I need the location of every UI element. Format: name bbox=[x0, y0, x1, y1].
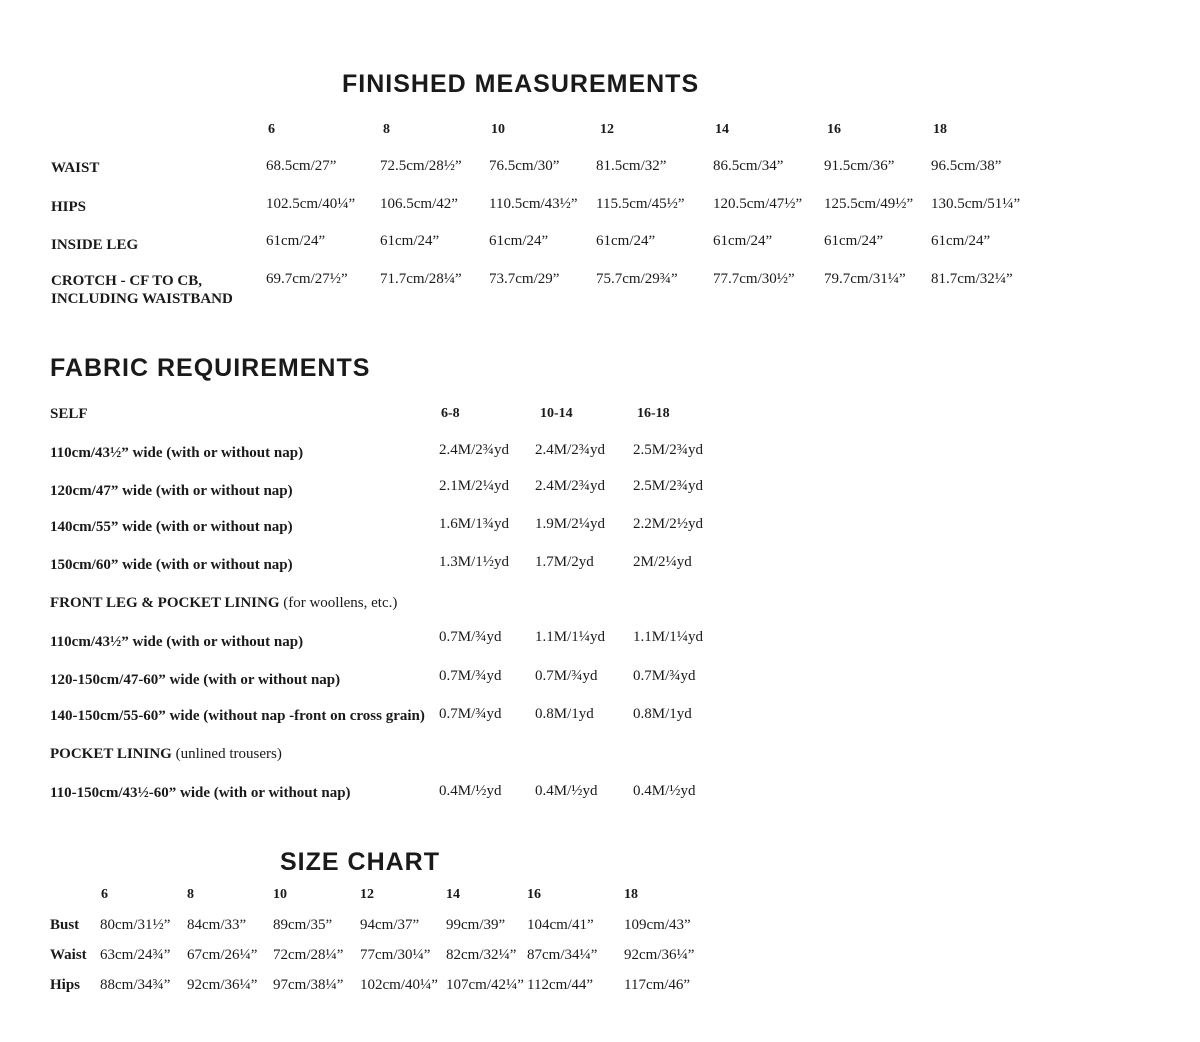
fabric-width-label: 110cm/43½” wide (with or without nap) bbox=[50, 634, 304, 650]
table-cell: 92cm/36¼” bbox=[187, 977, 258, 993]
table-cell: 2.4M/2¾yd bbox=[535, 478, 606, 494]
section-label-text: FRONT LEG & POCKET LINING bbox=[50, 595, 280, 611]
table-cell: 61cm/24” bbox=[713, 233, 773, 249]
section-label-self: SELF bbox=[50, 406, 88, 422]
table-cell: 75.7cm/29¾” bbox=[596, 271, 678, 287]
table-cell: 92cm/36¼” bbox=[624, 947, 695, 963]
table-cell: 63cm/24¾” bbox=[100, 947, 171, 963]
table-cell: 120.5cm/47½” bbox=[713, 196, 803, 212]
size-header: 12 bbox=[600, 122, 614, 137]
fabric-width-label: 140-150cm/55-60” wide (without nap -front on cross grain) bbox=[50, 708, 425, 724]
table-cell: 89cm/35” bbox=[273, 917, 333, 933]
table-cell: 73.7cm/29” bbox=[489, 271, 560, 287]
table-cell: 1.1M/1¼yd bbox=[535, 629, 606, 645]
row-label-waist: Waist bbox=[50, 947, 87, 963]
table-cell: 0.4M/½yd bbox=[633, 783, 696, 799]
size-header: 6 bbox=[101, 887, 108, 902]
table-cell: 68.5cm/27” bbox=[266, 158, 337, 174]
table-cell: 84cm/33” bbox=[187, 917, 247, 933]
table-cell: 77.7cm/30½” bbox=[713, 271, 795, 287]
size-header: 12 bbox=[360, 887, 374, 902]
table-cell: 76.5cm/30” bbox=[489, 158, 560, 174]
table-cell: 109cm/43” bbox=[624, 917, 691, 933]
fabric-width-label: 110-150cm/43½-60” wide (with or without nap) bbox=[50, 785, 351, 801]
table-cell: 61cm/24” bbox=[489, 233, 549, 249]
table-cell: 96.5cm/38” bbox=[931, 158, 1002, 174]
section-note: (for woollens, etc.) bbox=[283, 595, 398, 611]
table-cell: 0.8M/1yd bbox=[633, 706, 692, 722]
table-cell: 102cm/40¼” bbox=[360, 977, 438, 993]
row-label-crotch: CROTCH - CF TO CB, bbox=[51, 273, 202, 289]
table-cell: 81.7cm/32¼” bbox=[931, 271, 1013, 287]
table-cell: 99cm/39” bbox=[446, 917, 506, 933]
table-cell: 61cm/24” bbox=[380, 233, 440, 249]
table-cell: 86.5cm/34” bbox=[713, 158, 784, 174]
size-header: 6 bbox=[268, 122, 275, 137]
table-cell: 125.5cm/49½” bbox=[824, 196, 914, 212]
table-cell: 0.4M/½yd bbox=[439, 783, 502, 799]
table-cell: 79.7cm/31¼” bbox=[824, 271, 906, 287]
table-cell: 77cm/30¼” bbox=[360, 947, 431, 963]
table-cell: 112cm/44” bbox=[527, 977, 594, 993]
table-cell: 0.7M/¾yd bbox=[439, 629, 502, 645]
fabric-width-label: 140cm/55” wide (with or without nap) bbox=[50, 519, 293, 535]
table-cell: 1.6M/1¾yd bbox=[439, 516, 510, 532]
table-cell: 80cm/31½” bbox=[100, 917, 171, 933]
table-cell: 0.8M/1yd bbox=[535, 706, 594, 722]
fabric-requirements-title: FABRIC REQUIREMENTS bbox=[50, 354, 371, 382]
table-cell: 0.7M/¾yd bbox=[535, 668, 598, 684]
table-cell: 1.3M/1½yd bbox=[439, 554, 510, 570]
table-cell: 1.1M/1¼yd bbox=[633, 629, 704, 645]
section-label-pocket-lining bbox=[50, 745, 282, 763]
size-header: 14 bbox=[715, 122, 729, 137]
table-cell: 71.7cm/28¼” bbox=[380, 271, 462, 287]
fabric-width-label: 120-150cm/47-60” wide (with or without nap) bbox=[50, 672, 341, 688]
table-cell: 81.5cm/32” bbox=[596, 158, 667, 174]
table-cell: 2.2M/2½yd bbox=[633, 516, 704, 532]
table-cell: 107cm/42¼” bbox=[446, 977, 524, 993]
table-cell: 0.7M/¾yd bbox=[439, 706, 502, 722]
size-header: 8 bbox=[187, 887, 194, 902]
size-header: 16 bbox=[827, 122, 841, 137]
size-header: 10 bbox=[491, 122, 505, 137]
table-cell: 2.5M/2¾yd bbox=[633, 442, 704, 458]
row-label-hips: Hips bbox=[50, 977, 81, 993]
row-label-bust: Bust bbox=[50, 917, 80, 933]
row-label-waist: WAIST bbox=[51, 160, 100, 176]
size-chart-title: SIZE CHART bbox=[280, 848, 440, 876]
table-cell: 87cm/34¼” bbox=[527, 947, 598, 963]
size-header: 18 bbox=[933, 122, 947, 137]
table-cell: 72cm/28¼” bbox=[273, 947, 344, 963]
fabric-width-label: 120cm/47” wide (with or without nap) bbox=[50, 483, 293, 499]
table-cell: 117cm/46” bbox=[624, 977, 691, 993]
fabric-width-label: 150cm/60” wide (with or without nap) bbox=[50, 557, 293, 573]
table-cell: 61cm/24” bbox=[266, 233, 326, 249]
table-cell: 1.9M/2¼yd bbox=[535, 516, 606, 532]
table-cell: 94cm/37” bbox=[360, 917, 420, 933]
section-label-text: POCKET LINING bbox=[50, 746, 172, 762]
table-cell: 61cm/24” bbox=[931, 233, 991, 249]
table-cell: 104cm/41” bbox=[527, 917, 594, 933]
table-cell: 0.7M/¾yd bbox=[439, 668, 502, 684]
table-cell: 67cm/26¼” bbox=[187, 947, 258, 963]
table-cell: 69.7cm/27½” bbox=[266, 271, 348, 287]
size-range-header: 16-18 bbox=[637, 406, 670, 421]
section-label-front-leg-pocket-lining bbox=[50, 594, 397, 612]
row-label-hips: HIPS bbox=[51, 199, 87, 215]
row-label-inside-leg: INSIDE LEG bbox=[51, 237, 139, 253]
table-cell: 61cm/24” bbox=[824, 233, 884, 249]
size-header: 16 bbox=[527, 887, 541, 902]
table-cell: 2.4M/2¾yd bbox=[535, 442, 606, 458]
size-header: 8 bbox=[383, 122, 390, 137]
row-label-crotch-line2: INCLUDING WAISTBAND bbox=[51, 291, 233, 307]
size-header: 10 bbox=[273, 887, 287, 902]
fabric-width-label: 110cm/43½” wide (with or without nap) bbox=[50, 445, 304, 461]
table-cell: 61cm/24” bbox=[596, 233, 656, 249]
table-cell: 0.4M/½yd bbox=[535, 783, 598, 799]
table-cell: 2M/2¼yd bbox=[633, 554, 692, 570]
table-cell: 110.5cm/43½” bbox=[489, 196, 578, 212]
table-cell: 2.4M/2¾yd bbox=[439, 442, 510, 458]
table-cell: 106.5cm/42” bbox=[380, 196, 458, 212]
finished-measurements-title: FINISHED MEASUREMENTS bbox=[342, 70, 700, 98]
table-cell: 82cm/32¼” bbox=[446, 947, 517, 963]
table-cell: 91.5cm/36” bbox=[824, 158, 895, 174]
section-note: (unlined trousers) bbox=[175, 746, 282, 762]
table-cell: 115.5cm/45½” bbox=[596, 196, 685, 212]
table-cell: 102.5cm/40¼” bbox=[266, 196, 356, 212]
table-cell: 1.7M/2yd bbox=[535, 554, 594, 570]
size-range-header: 6-8 bbox=[441, 406, 460, 421]
size-range-header: 10-14 bbox=[540, 406, 573, 421]
table-cell: 2.5M/2¾yd bbox=[633, 478, 704, 494]
table-cell: 88cm/34¾” bbox=[100, 977, 171, 993]
table-cell: 2.1M/2¼yd bbox=[439, 478, 510, 494]
table-cell: 72.5cm/28½” bbox=[380, 158, 462, 174]
table-cell: 0.7M/¾yd bbox=[633, 668, 696, 684]
table-cell: 130.5cm/51¼” bbox=[931, 196, 1021, 212]
size-header: 18 bbox=[624, 887, 638, 902]
table-cell: 97cm/38¼” bbox=[273, 977, 344, 993]
size-header: 14 bbox=[446, 887, 460, 902]
